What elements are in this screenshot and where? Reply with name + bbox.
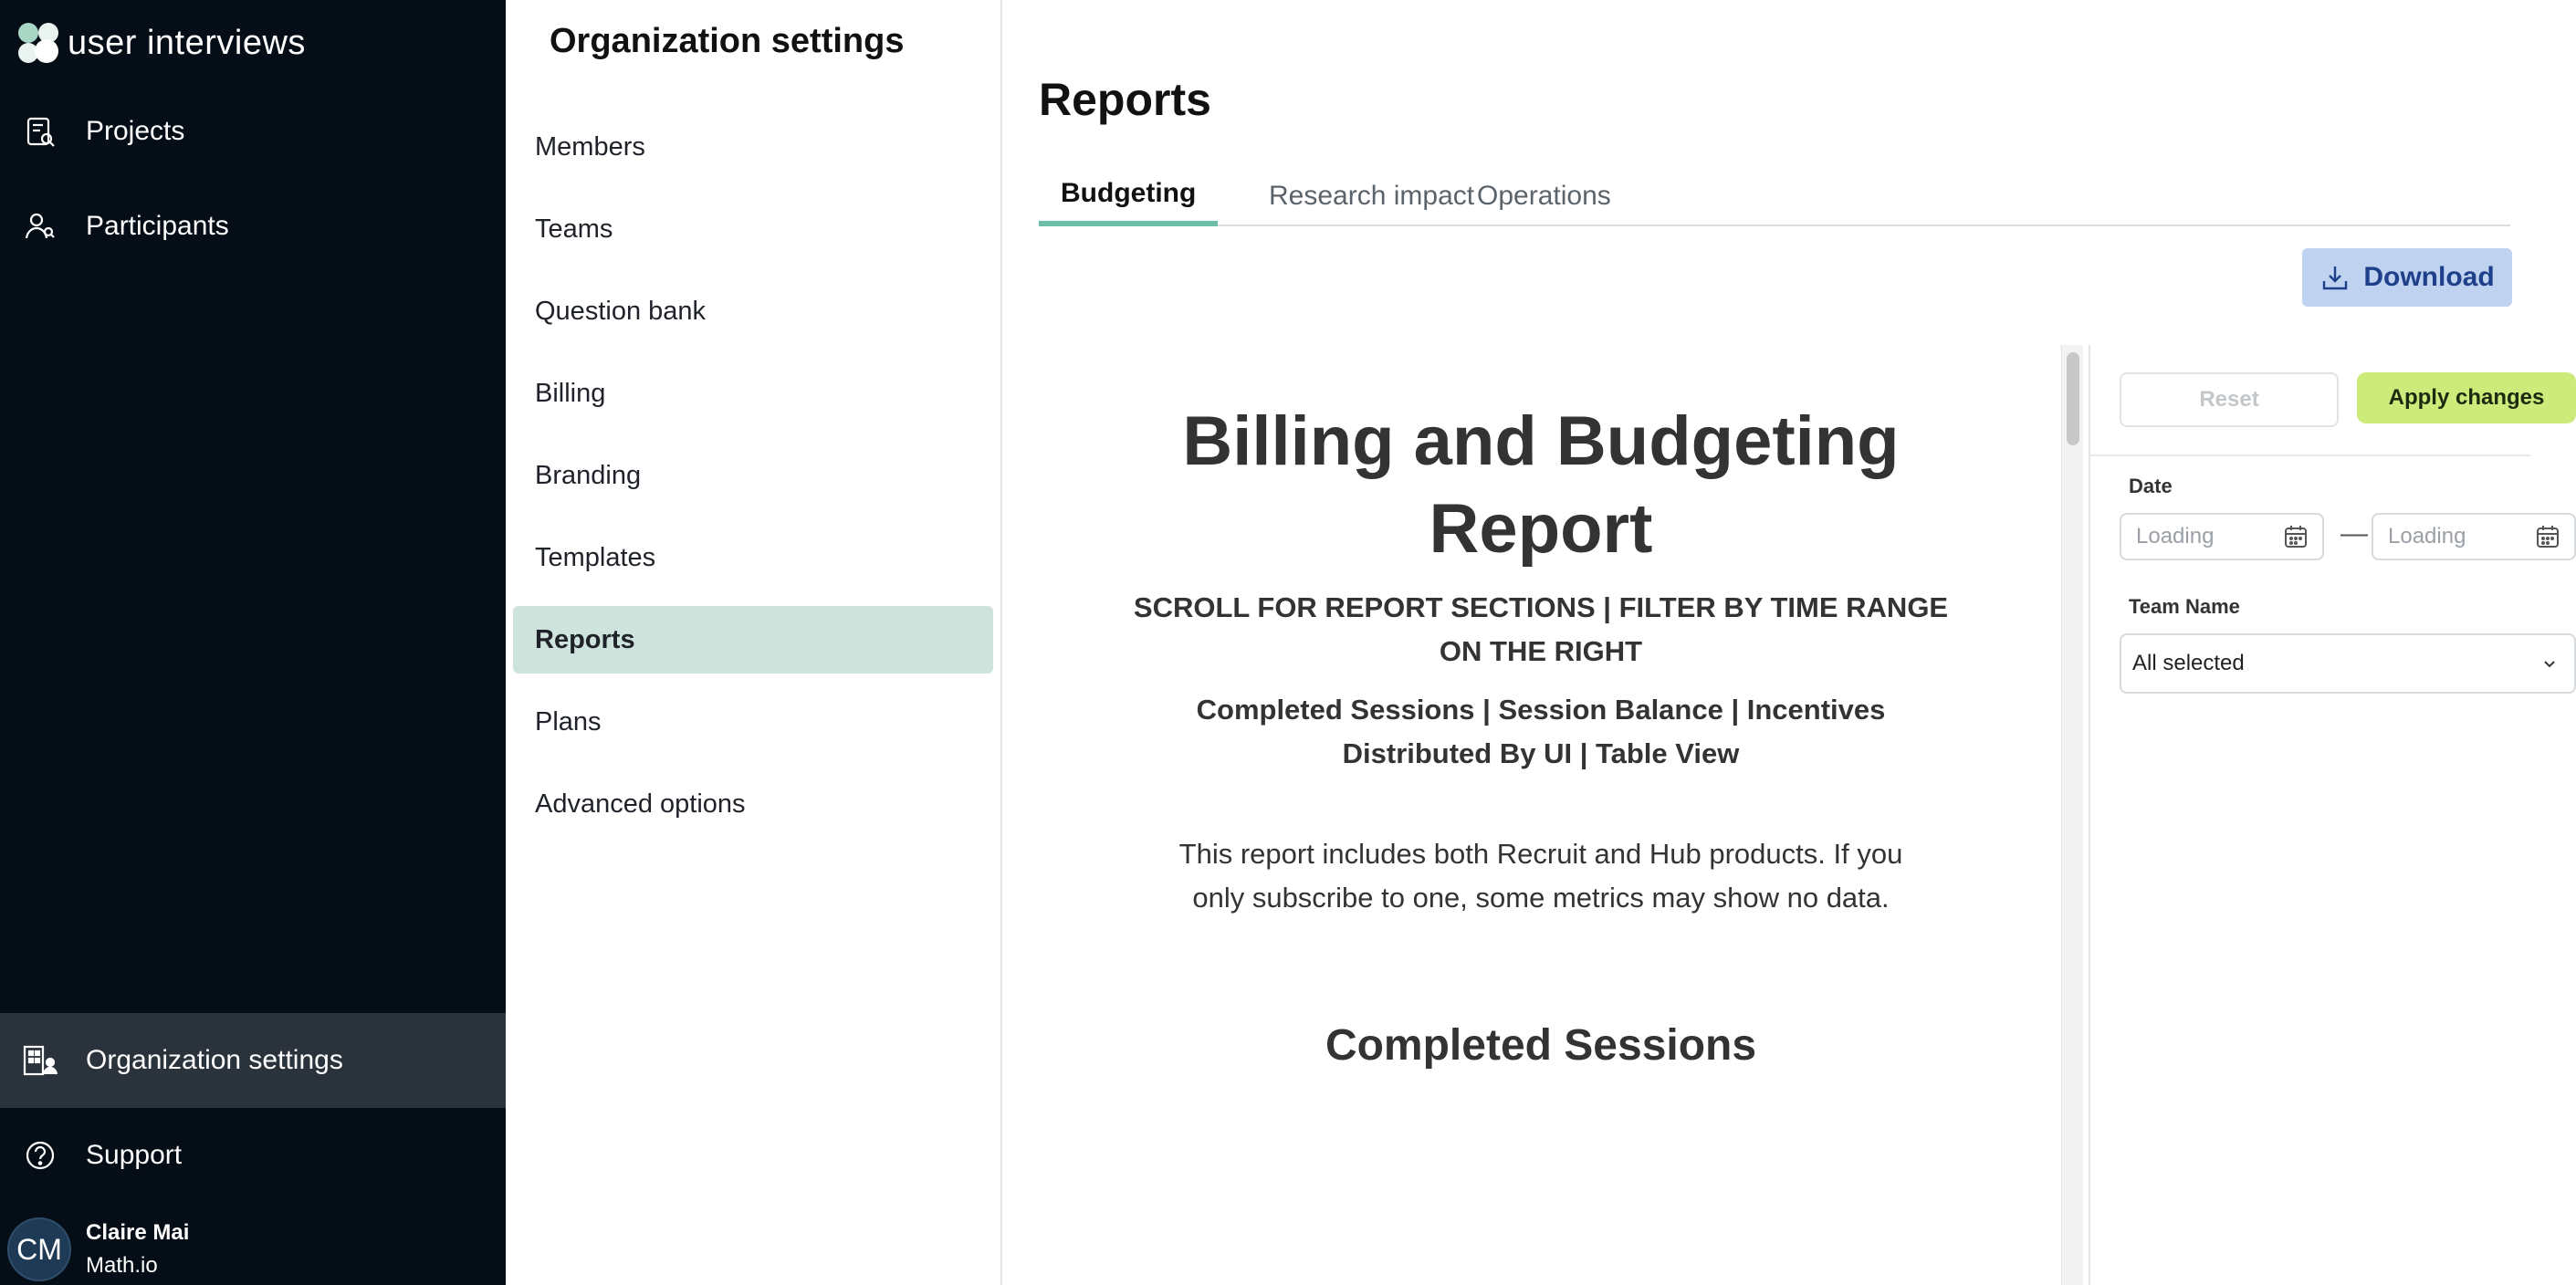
report-description-line2: only subscribe to one, some metrics may show no data. xyxy=(1192,882,1890,914)
filter-panel xyxy=(2089,345,2545,1285)
reset-button[interactable]: Reset xyxy=(2120,372,2339,427)
section-title-completed-sessions: Completed Sessions xyxy=(1325,1021,1757,1070)
organization-icon xyxy=(22,1042,58,1079)
main-content xyxy=(1002,0,2545,1285)
scrollbar-thumb[interactable] xyxy=(2067,352,2079,445)
subnav-item-teams[interactable]: Teams xyxy=(535,214,613,244)
report-sections-line2: Distributed By UI | Table View xyxy=(1342,737,1740,769)
projects-icon xyxy=(22,113,58,150)
user-name: Claire Mai xyxy=(86,1220,190,1245)
report-title-line1: Billing and Budgeting xyxy=(1182,402,1900,480)
filter-divider xyxy=(2090,454,2530,456)
date-range-separator: — xyxy=(2340,518,2368,548)
nav-label-projects: Projects xyxy=(86,116,185,146)
settings-subnav xyxy=(506,0,1002,1285)
settings-title: Organization settings xyxy=(550,22,905,60)
date-to-input[interactable] xyxy=(2372,513,2576,560)
report-title-line2: Report xyxy=(1429,490,1653,568)
report-scrollbar[interactable] xyxy=(2061,345,2083,1285)
team-name-select[interactable] xyxy=(2120,633,2576,694)
user-org: Math.io xyxy=(86,1253,158,1278)
brand-logo[interactable] xyxy=(18,20,306,66)
tab-research-impact[interactable]: Research impact xyxy=(1269,181,1475,211)
date-filter-label: Date xyxy=(2129,475,2173,497)
download-label: Download xyxy=(2363,262,2495,292)
chevron-down-icon xyxy=(2539,653,2560,674)
date-from-input[interactable] xyxy=(2120,513,2324,560)
subnav-item-plans[interactable]: Plans xyxy=(535,706,602,737)
subnav-item-advanced-options[interactable]: Advanced options xyxy=(535,789,746,819)
report-description xyxy=(1039,832,2043,920)
nav-label-organization-settings: Organization settings xyxy=(86,1045,343,1075)
report-sections-list xyxy=(1039,688,2043,776)
subnav-item-billing[interactable]: Billing xyxy=(535,378,606,408)
report-instructions-line2: ON THE RIGHT xyxy=(1439,635,1643,667)
user-menu[interactable] xyxy=(0,1214,506,1285)
subnav-item-reports[interactable]: Reports xyxy=(513,606,993,674)
nav-item-organization-settings[interactable] xyxy=(0,1013,506,1108)
team-select-value: All selected xyxy=(2132,651,2245,675)
nav-label-participants: Participants xyxy=(86,211,229,241)
help-icon xyxy=(22,1137,58,1174)
avatar: CM xyxy=(7,1217,71,1281)
page-title: Reports xyxy=(1039,74,1211,125)
main-sidebar xyxy=(0,0,506,1285)
logo-mark-icon xyxy=(18,23,58,63)
nav-item-participants[interactable] xyxy=(0,179,506,274)
team-filter-label: Team Name xyxy=(2129,595,2240,618)
calendar-icon xyxy=(2534,523,2561,550)
download-button[interactable] xyxy=(2302,248,2512,307)
brand-name: user interviews xyxy=(68,23,306,62)
subnav-item-templates[interactable]: Templates xyxy=(535,542,656,572)
tab-operations[interactable]: Operations xyxy=(1477,181,1611,211)
subnav-item-members[interactable]: Members xyxy=(535,131,645,162)
report-title xyxy=(1039,398,2043,573)
tab-budgeting[interactable]: Budgeting xyxy=(1039,166,1218,226)
date-from-value: Loading xyxy=(2136,524,2215,548)
subnav-item-branding[interactable]: Branding xyxy=(535,460,642,490)
report-embed xyxy=(1039,345,2061,1285)
report-instructions-line1: SCROLL FOR REPORT SECTIONS | FILTER BY TIME RANGE xyxy=(1133,591,1949,623)
participants-icon xyxy=(22,208,58,245)
nav-item-projects[interactable] xyxy=(0,84,506,179)
subnav-item-question-bank[interactable]: Question bank xyxy=(535,296,707,326)
nav-item-support[interactable] xyxy=(0,1108,506,1203)
apply-changes-button[interactable]: Apply changes xyxy=(2357,372,2576,423)
nav-label-support: Support xyxy=(86,1140,183,1170)
calendar-icon xyxy=(2282,523,2309,550)
report-tabs xyxy=(1039,166,2510,226)
report-description-line1: This report includes both Recruit and Hub products. If you xyxy=(1178,838,1903,870)
report-sections-line1: Completed Sessions | Session Balance | Incentives xyxy=(1196,694,1886,726)
date-to-value: Loading xyxy=(2388,524,2466,548)
report-instructions xyxy=(1039,586,2043,674)
download-icon xyxy=(2319,262,2351,293)
